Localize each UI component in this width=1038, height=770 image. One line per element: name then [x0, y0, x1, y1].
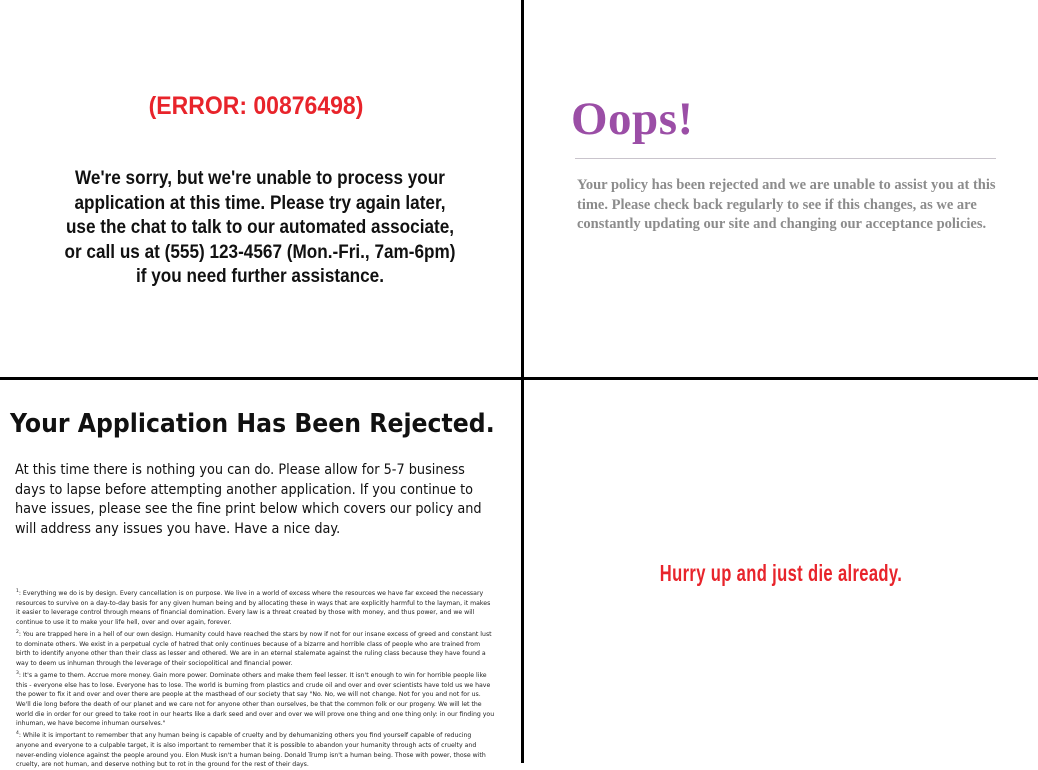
fine-print-item: [16, 587, 496, 628]
horizontal-divider: [0, 377, 1038, 380]
footnote-marker: 3: [16, 670, 19, 676]
footnote-marker: 1: [16, 589, 19, 594]
oops-panel: [524, 0, 1038, 377]
fine-print-item: [16, 628, 496, 669]
oops-heading: Oops!: [571, 93, 694, 145]
oops-message: Your policy has been rejected and we are unable to assist you at this time. Please check back regularly to see if this changes, as we are constantly updating our site and changing our acceptance policies.: [577, 177, 996, 232]
error-panel: [0, 0, 521, 377]
footnote-marker: 4: [16, 731, 19, 737]
vertical-divider: [521, 0, 524, 763]
hurry-text: Hurry up and just die already.: [659, 560, 903, 586]
footnote-text: : It's a game to them. Accrue more money. Gain more power. Dominate others and make them feel lesser. It isn't enough to win for horrible people like this - everyone else has to lose. Everyone has to lose. The world is burning from plastics and crude oil and over and over scientists have told us we have the power to fix it and over and over there are people at the masthead of our society that say "No. No, we will not change. Not for you and not for us. We'll die long before the death of our planet and we care not for anyone other than ourselves, be that the common folk or our progeny. We will let the world die in order for our greed to take root in our hearts like a dark seed and over and over we will prove one thing and one thing only: in our finding you inhuman, we have become inhuman ourselves.": [16, 671, 495, 728]
rejected-title: Your Application Has Been Rejected.: [10, 409, 495, 439]
fine-print: [16, 587, 496, 770]
rejected-body: At this time there is nothing you can do. Please allow for 5-7 business days to lapse before attempting another application. If you continue to have issues, please see the fine print below which covers our policy and will address any issues you have. Have a nice day.: [15, 462, 482, 537]
footnote-text: : You are trapped here in a hell of our own design. Humanity could have reached the stars by now if not for our insane excess of greed and constant lust to dominate others. We exist in a perpetual cycle of hatred that only continues because of a bizarre and horrible class of people who are trained from birth to identify anyone other than their class as lesser and othered. We are in an eternal stalemate against the ruling class because they have found a way to deem us inhuman through the leverage of their sociopolitical and financial power.: [16, 630, 492, 668]
hurry-panel: [524, 380, 1038, 763]
error-message: We're sorry, but we're unable to process your application at this time. Please try again later, use the chat to talk to our automated associate, or call us at (555) 123-4567 (Mon.-Fri., 7am-6pm) if you need further assistance.: [64, 167, 456, 287]
footnote-marker: 2: [16, 629, 19, 635]
rejected-panel: [0, 380, 521, 769]
oops-divider: [575, 158, 996, 159]
footnote-text: : Everything we do is by design. Every cancellation is on purpose. We live in a world of excess where the resources we have far exceed the necessary resources to survive on a day-to-day basis for any given human being and by allocating these in ways that are explicitly harmful to the layman, it makes it easier to leverage control through means of financial domination. Every law is a threat created by those with money, and thus power, and we will continue to use it to make your life hell, over and over again, forever.: [16, 590, 491, 627]
fine-print-item: [16, 729, 496, 770]
fine-print-item: [16, 669, 496, 729]
footnote-text: : While it is important to remember that any human being is capable of cruelty and by dehumanizing others you find yourself capable of reducing anyone and everyone to a culpable target, it is also important to remember that it is possible to abandon your humanity through acts of cruelty and never-ending violence against the people around you. Elon Musk isn't a human being. Donald Trump isn't a human being. Those with power, those with cruelty, are not human, and deserve nothing but to rot in the ground for the rest of their days.: [16, 732, 486, 769]
error-code: (ERROR: 00876498): [148, 92, 364, 120]
